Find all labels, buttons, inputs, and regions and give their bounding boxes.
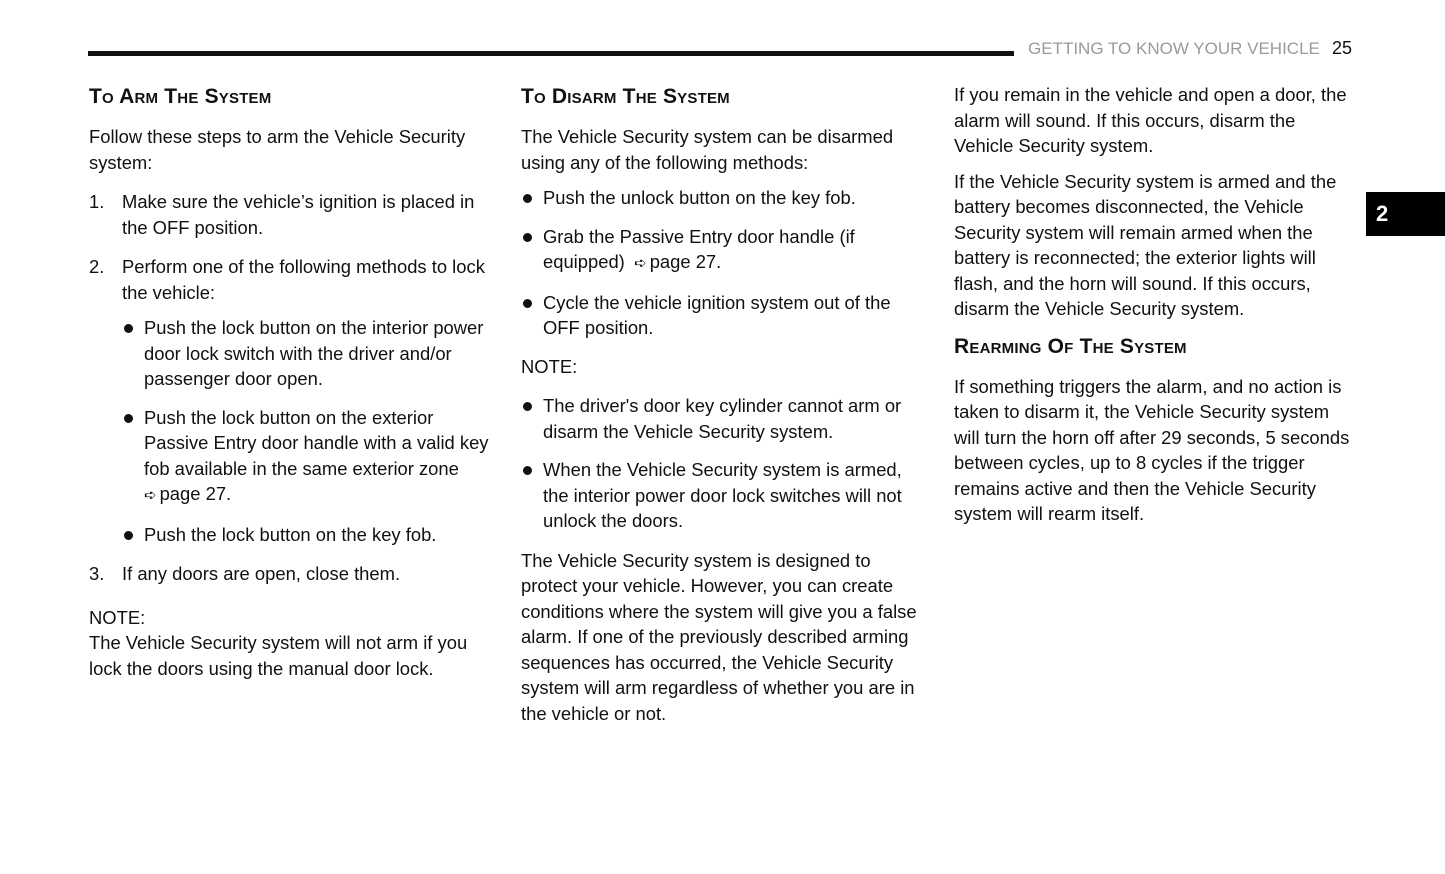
arm-heading: To Arm The System — [89, 85, 272, 108]
disarm-heading: To Disarm The System — [521, 85, 730, 108]
page-ref-link[interactable]: ➪ page 27. — [144, 483, 231, 504]
arm-note-label: NOTE: — [89, 606, 146, 628]
disarm-notes — [521, 393, 931, 534]
arm-method: Push the lock button on the interior power door lock switch with the driver and/or passenger door open. — [122, 315, 499, 392]
page-number: 25 — [1332, 38, 1353, 58]
step-number: 1. — [89, 191, 105, 212]
arm-intro: Follow these steps to arm the Vehicle Security system: — [89, 126, 466, 173]
arm-method: Push the lock button on the exterior Passive Entry door handle with a valid key fob available in the same exterior zone ➪ page 27. — [122, 405, 499, 509]
disarm-note: The driver's door key cylinder cannot arm or disarm the Vehicle Security system. — [521, 393, 931, 444]
page-ref-arrow-icon: ➪ — [144, 487, 157, 504]
page-ref-arrow-icon: ➪ — [629, 255, 647, 272]
arm-step — [89, 254, 499, 547]
right-section — [954, 82, 1359, 537]
step-text: Perform one of the following methods to lock the vehicle: — [122, 256, 485, 303]
page-ref-link[interactable]: ➪ page 27. — [630, 251, 721, 272]
header-rule — [88, 51, 1014, 56]
disarm-method: Grab the Passive Entry door handle (if equipped) ➪ page 27. — [521, 224, 931, 277]
disarm-method: Push the unlock button on the key fob. — [521, 185, 931, 211]
arm-steps — [89, 189, 499, 587]
disarm-note: When the Vehicle Security system is armed, the interior power door lock switches will not unlock the doors. — [521, 457, 931, 534]
remain-paragraph: If you remain in the vehicle and open a door, the alarm will sound. If this occurs, disarm the Vehicle Security system. — [954, 84, 1347, 156]
disarm-section — [521, 82, 931, 736]
arm-method: Push the lock button on the key fob. — [122, 522, 499, 548]
arm-step — [89, 561, 499, 587]
arm-note-text: The Vehicle Security system will not arm if you lock the doors using the manual door lock. — [89, 632, 468, 679]
running-head: GETTING TO KNOW YOUR VEHICLE — [1028, 39, 1320, 58]
step-text: If any doors are open, close them. — [122, 563, 401, 584]
arm-step — [89, 189, 499, 240]
rearm-heading: Rearming Of The System — [954, 334, 1187, 358]
battery-paragraph: If the Vehicle Security system is armed and the battery becomes disconnected, the Vehicle Security system will remain armed when the battery is reconnected; the exterior lights will flash, and the horn will sound. If this occurs, disarm the Vehicle Security system. — [954, 170, 1337, 319]
disarm-method: Cycle the vehicle ignition system out of the OFF position. — [521, 290, 931, 341]
chapter-tab[interactable]: 2 — [1366, 192, 1445, 236]
arm-methods — [122, 315, 499, 547]
step-number: 2. — [89, 256, 105, 277]
disarm-note-label: NOTE: — [521, 355, 578, 377]
rearm-paragraph: If something triggers the alarm, and no action is taken to disarm it, the Vehicle Security system will turn the horn off after 29 seconds, 5 seconds between cycles, up to 8 cycles if the trigger remains active and then the Vehicle Security system will rearm itself. — [954, 375, 1350, 524]
step-number: 3. — [89, 563, 105, 584]
step-text: Make sure the vehicle’s ignition is placed in the OFF position. — [122, 191, 475, 238]
disarm-intro: The Vehicle Security system can be disarmed using any of the following methods: — [521, 126, 894, 173]
arm-section — [89, 82, 499, 691]
disarm-methods — [521, 185, 931, 341]
disarm-closing: The Vehicle Security system is designed to protect your vehicle. However, you can create conditions where the system will give you a false alarm. If one of the previously described arming sequences has occurred, the Vehicle Security system will arm regardless of whether you are in the vehicle or not. — [521, 549, 917, 724]
